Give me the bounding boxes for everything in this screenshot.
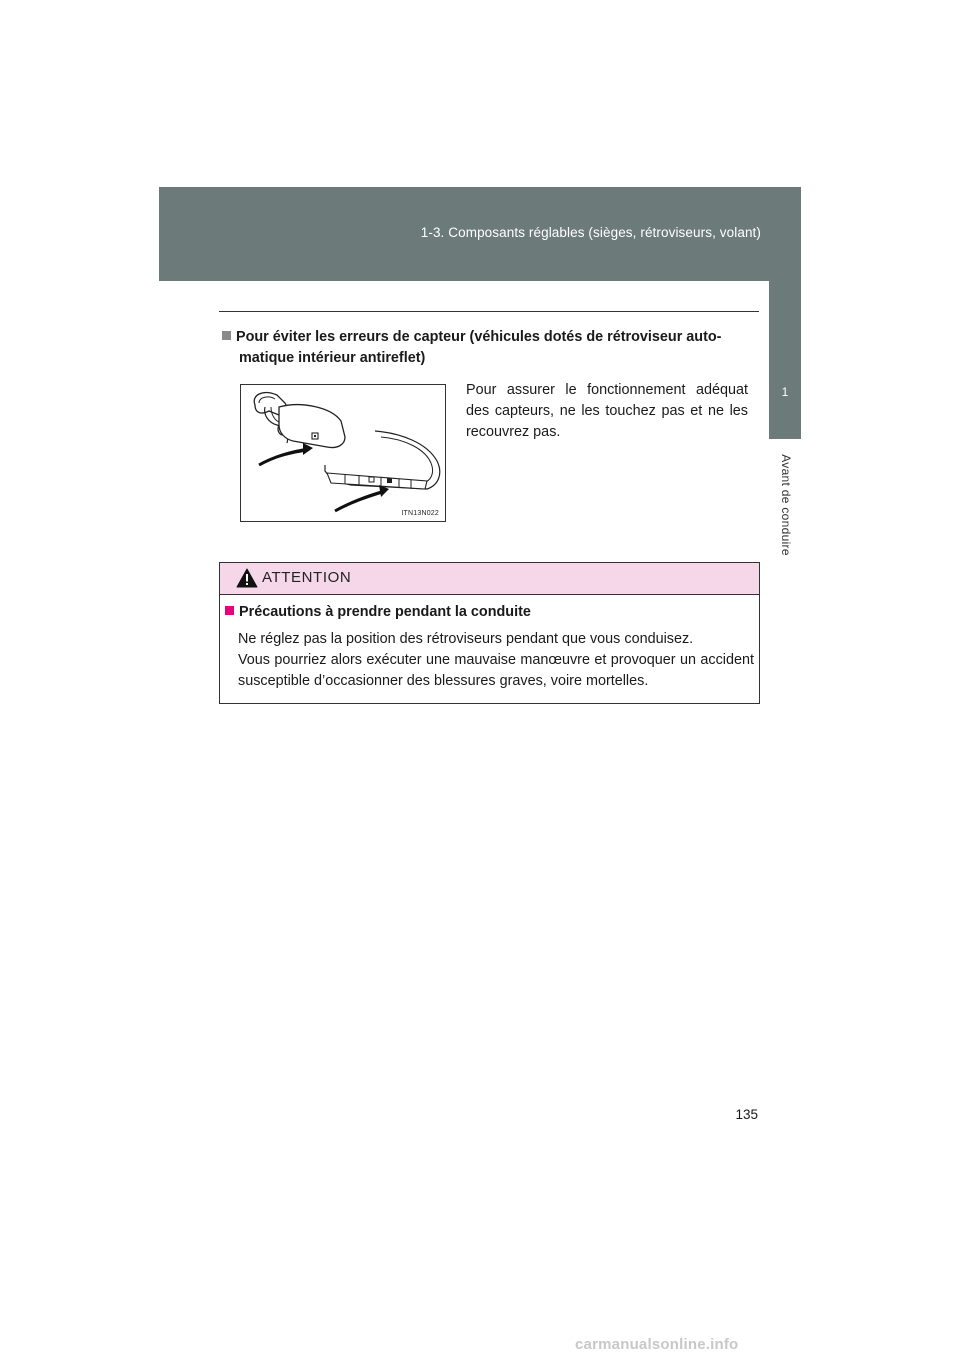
chapter-label: Avant de conduire: [779, 454, 793, 556]
section-divider: [219, 311, 759, 312]
warning-subheading-text: Précautions à prendre pendant la conduite: [239, 604, 531, 620]
warning-subheading: [225, 604, 531, 620]
warning-paragraph-2: Vous pourriez alors exécuter une mauvaise manœuvre et provoquer un accident susceptible d’occasionner des blessures graves, voire mortelles.: [238, 652, 754, 689]
page-number: 135: [735, 1107, 758, 1122]
rearview-mirror-sensor-icon: [241, 385, 446, 522]
warning-box: [219, 562, 760, 704]
warning-title: ATTENTION: [262, 569, 352, 586]
heading-line-1: Pour éviter les erreurs de capteur (véhicules dotés de rétroviseur auto-: [236, 329, 722, 345]
square-bullet-icon: [222, 331, 231, 340]
warning-body: [238, 629, 754, 692]
heading-line-2: matique intérieur antireflet): [239, 350, 426, 366]
header-band: [159, 187, 801, 281]
watermark: carmanualsonline.info: [575, 1336, 739, 1353]
warning-header: [220, 563, 759, 595]
square-bullet-icon: [225, 606, 234, 615]
figure-code: ITN13N022: [401, 510, 439, 517]
warning-triangle-icon: [236, 568, 258, 588]
section-title: 1-3. Composants réglables (sièges, rétroviseurs, volant): [420, 225, 761, 240]
mirror-figure: [240, 384, 446, 522]
chapter-tab: [769, 369, 801, 439]
section-heading: [222, 327, 758, 369]
chapter-number: 1: [781, 385, 789, 399]
side-strip: [769, 281, 801, 369]
sensor-instruction: Pour assurer le fonctionnement adéquat des capteurs, ne les touchez pas et ne les recouvrez pas.: [466, 382, 748, 440]
warning-paragraph-1: Ne réglez pas la position des rétroviseurs pendant que vous conduisez.: [238, 631, 694, 647]
